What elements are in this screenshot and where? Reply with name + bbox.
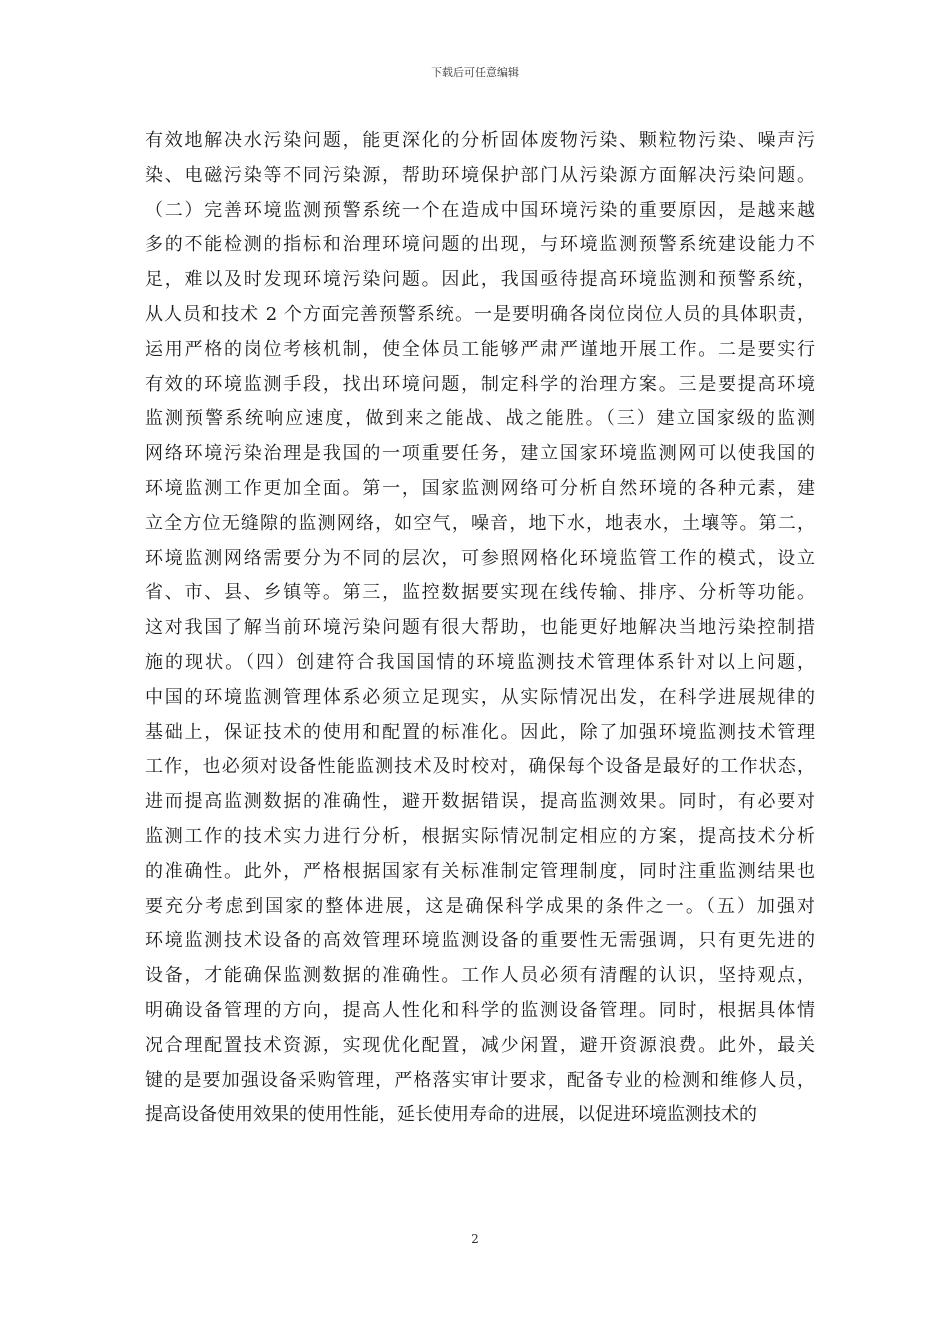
body-line: 环境监测技术设备的高效管理环境监测设备的重要性无需强调，只有更先进的 [145,930,815,952]
body-line: 基础上，保证技术的使用和配置的标准化。因此，除了加强环境监测技术管理 [145,721,815,743]
document-body [145,124,815,1133]
body-line: 环境监测网络需要分为不同的层次，可参照网格化环境监管工作的模式，设立 [145,547,815,569]
body-line: 设备，才能确保监测数据的准确性。工作人员必须有清醒的认识，坚持观点， [145,965,815,987]
body-line: 况合理配置技术资源，实现优化配置，减少闲置，避开资源浪费。此外，最关 [145,1034,815,1056]
body-line: 足，难以及时发现环境污染问题。因此，我国亟待提高环境监测和预警系统， [145,269,815,291]
body-line: 省、市、县、乡镇等。第三，监控数据要实现在线传输、排序、分析等功能。 [145,582,815,604]
body-line: 要充分考虑到国家的整体进展，这是确保科学成果的条件之一。（五）加强对 [145,895,815,917]
body-line: 从人员和技术 2 个方面完善预警系统。一是要明确各岗位岗位人员的具体职责， [145,303,815,325]
body-line: 立全方位无缝隙的监测网络，如空气，噪音，地下水，地表水，土壤等。第二， [145,512,815,534]
body-line: 多的不能检测的指标和治理环境问题的出现，与环境监测预警系统建设能力不 [145,234,815,256]
body-line: 明确设备管理的方向，提高人性化和科学的监测设备管理。同时，根据具体情 [145,999,815,1021]
body-line: 施的现状。（四）创建符合我国国情的环境监测技术管理体系针对以上问题， [145,651,815,673]
body-line: 网络环境污染治理是我国的一项重要任务，建立国家环境监测网可以使我国的 [145,443,815,465]
page-header: 下载后可任意编辑 [431,66,519,79]
body-line: 有效地解决水污染问题，能更深化的分析固体废物污染、颗粒物污染、噪声污 [145,130,815,151]
body-line: （二）完善环境监测预警系统一个在造成中国环境污染的重要原因，是越来越 [145,199,815,221]
body-line: 键的是要加强设备采购管理，严格落实审计要求，配备专业的检测和维修人员， [145,1069,815,1091]
body-line: 提高设备使用效果的使用性能，延长使用寿命的进展，以促进环境监测技术的 [145,1104,757,1126]
body-line: 监测工作的技术实力进行分析，根据实际情况制定相应的方案，提高技术分析 [145,825,815,847]
body-line: 运用严格的岗位考核机制，使全体员工能够严肃严谨地开展工作。二是要实行 [145,338,815,360]
body-line: 环境监测工作更加全面。第一，国家监测网络可分析自然环境的各种元素，建 [145,477,815,499]
body-line: 进而提高监测数据的准确性，避开数据错误，提高监测效果。同时，有必要对 [145,791,815,813]
body-line: 染、电磁污染等不同污染源，帮助环境保护部门从污染源方面解决污染问题。 [145,164,815,186]
body-line: 这对我国了解当前环境污染问题有很大帮助，也能更好地解决当地污染控制措 [145,617,815,639]
body-line: 工作，也必须对设备性能监测技术及时校对，确保每个设备是最好的工作状态， [145,756,815,778]
body-line: 有效的环境监测手段，找出环境问题，制定科学的治理方案。三是要提高环境 [145,373,815,395]
body-line: 监测预警系统响应速度，做到来之能战、战之能胜。（三）建立国家级的监测 [145,408,815,430]
body-line: 中国的环境监测管理体系必须立足现实，从实际情况出发，在科学进展规律的 [145,686,815,708]
body-line: 的准确性。此外，严格根据国家有关标准制定管理制度，同时注重监测结果也 [145,860,815,882]
page-number: 2 [471,1232,479,1246]
